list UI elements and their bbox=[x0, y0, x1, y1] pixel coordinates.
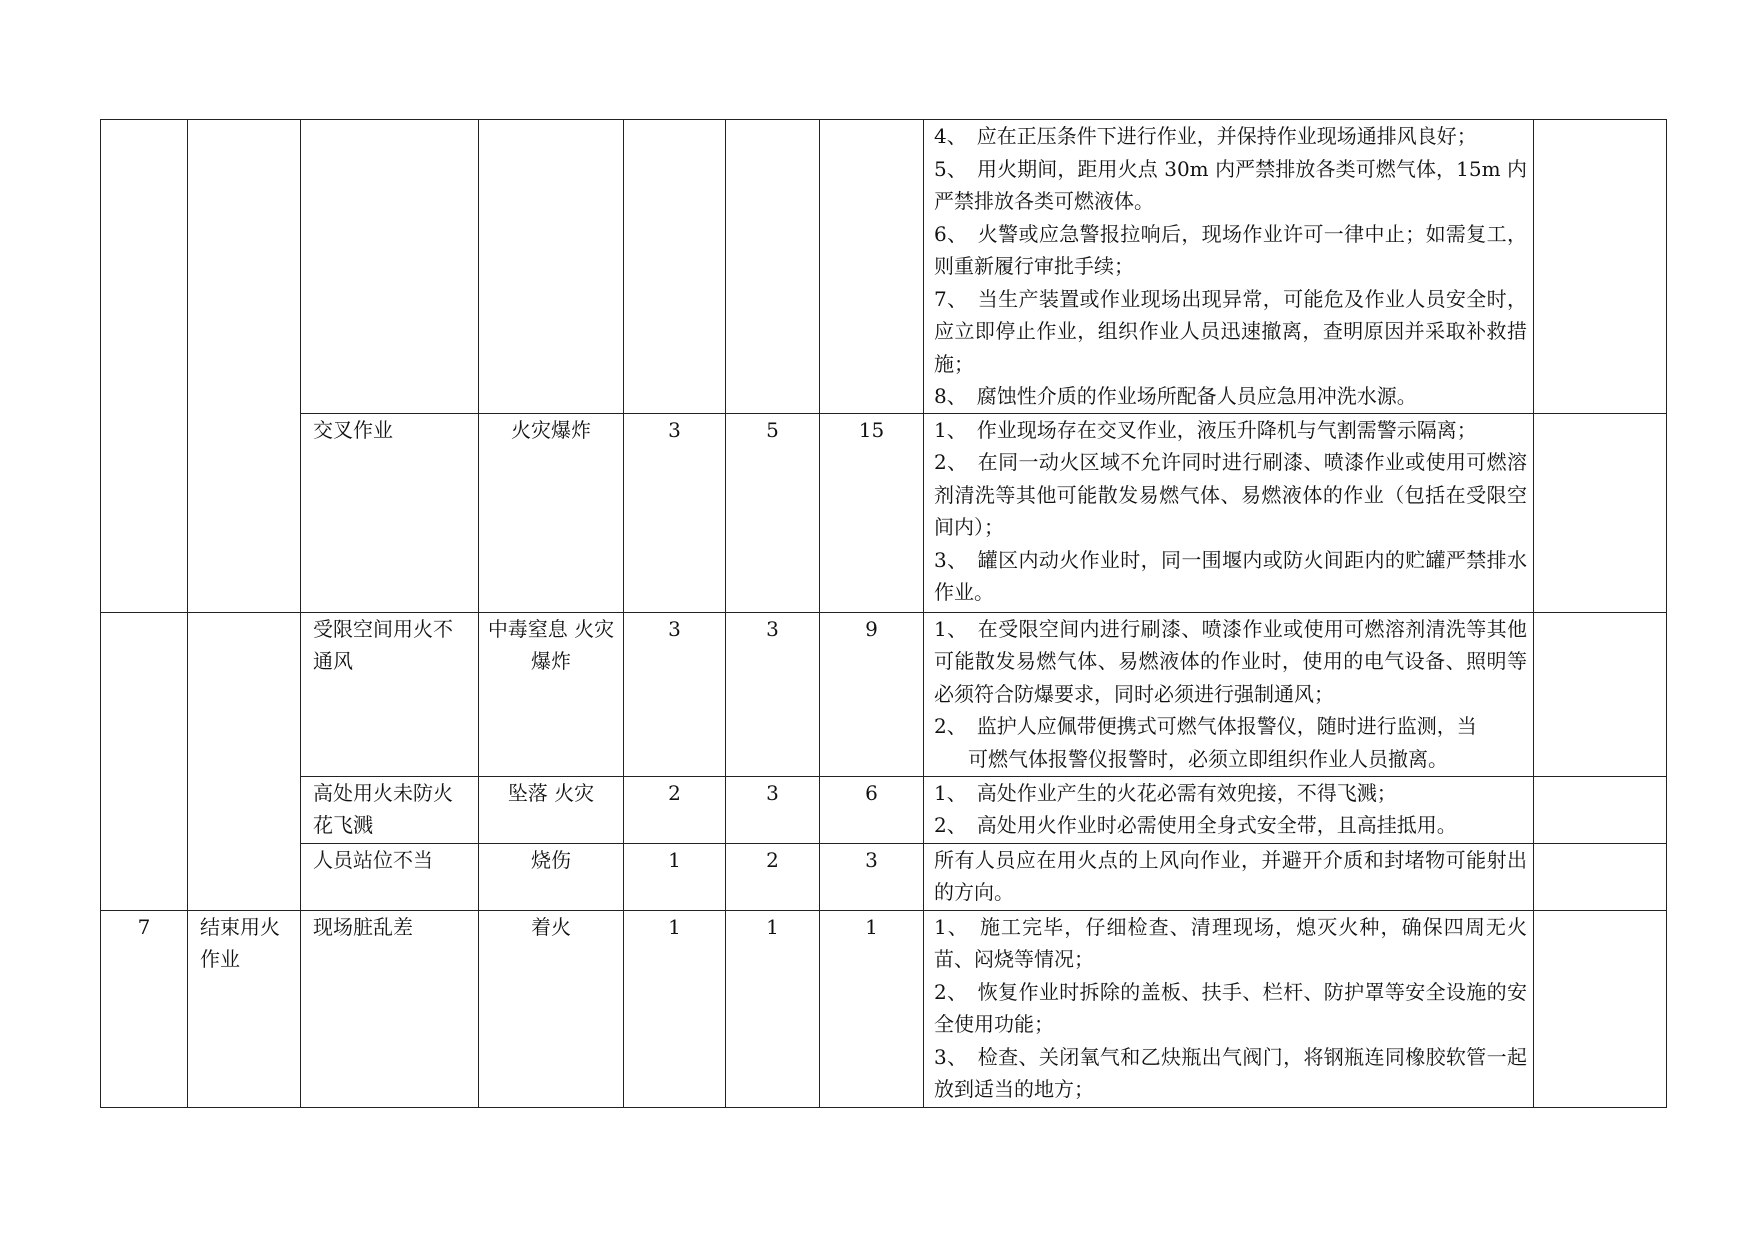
risk-cell: 9 bbox=[820, 612, 924, 776]
hazard-cell: 交叉作业 bbox=[301, 413, 479, 612]
measure-item: 2、 在同一动火区域不允许同时进行刷漆、喷漆作业或使用可燃溶剂清洗等其他可能散发易燃气体、易燃液体的作业（包括在受限空间内）； bbox=[934, 450, 1527, 539]
seq-cell: 7 bbox=[101, 910, 188, 1107]
measures-cell bbox=[924, 843, 1534, 910]
risk-cell: 15 bbox=[820, 413, 924, 612]
remarks-cell bbox=[1534, 612, 1667, 776]
hazard-cell: 现场脏乱差 bbox=[301, 910, 479, 1107]
measure-item: 7、 当生产装置或作业现场出现异常，可能危及作业人员安全时，应立即停止作业，组织作业人员迅速撤离，查明原因并采取补救措施； bbox=[934, 286, 1527, 376]
remarks-cell bbox=[1534, 413, 1667, 612]
severity-cell: 2 bbox=[726, 843, 820, 910]
table-row bbox=[101, 612, 1667, 776]
hazard-cell: 高处用火未防火花飞溅 bbox=[301, 776, 479, 843]
measures-cell bbox=[924, 612, 1534, 776]
risk-cell bbox=[820, 120, 924, 414]
remarks-cell bbox=[1534, 910, 1667, 1107]
table-row bbox=[101, 120, 1667, 414]
measure-item: 2、 高处用火作业时必需使用全身式安全带，且高挂抵用。 bbox=[934, 813, 1457, 837]
severity-cell: 1 bbox=[726, 910, 820, 1107]
table-row bbox=[101, 910, 1667, 1107]
measures-cell bbox=[924, 120, 1534, 414]
hazard-cell: 人员站位不当 bbox=[301, 843, 479, 910]
hazard-cell bbox=[301, 120, 479, 414]
consequence-cell: 火灾爆炸 bbox=[479, 413, 624, 612]
hazard-assessment-table bbox=[100, 119, 1667, 1108]
measure-item: 3、 罐区内动火作业时，同一围堰内或防火间距内的贮罐严禁排水作业。 bbox=[934, 547, 1527, 604]
measure-item: 4、 应在正压条件下进行作业，并保持作业现场通排风良好； bbox=[934, 124, 1477, 148]
severity-cell: 3 bbox=[726, 776, 820, 843]
remarks-cell bbox=[1534, 776, 1667, 843]
likelihood-cell: 3 bbox=[624, 612, 726, 776]
measure-item: 2、 监护人应佩带便携式可燃气体报警仪，随时进行监测，当 bbox=[934, 714, 1477, 738]
measure-item: 可燃气体报警仪报警时，必须立即组织作业人员撤离。 bbox=[968, 746, 1448, 771]
severity-cell: 5 bbox=[726, 413, 820, 612]
measure-item: 5、 用火期间，距用火点 30m 内严禁排放各类可燃气体，15m 内严禁排放各类可燃液体。 bbox=[934, 156, 1527, 213]
likelihood-cell: 2 bbox=[624, 776, 726, 843]
risk-cell: 6 bbox=[820, 776, 924, 843]
measure-item: 1、 施工完毕，仔细检查、清理现场，熄灭火种，确保四周无火苗、闷烧等情况； bbox=[934, 914, 1527, 971]
measures-cell bbox=[924, 776, 1534, 843]
remarks-cell bbox=[1534, 120, 1667, 414]
measure-item: 1、 在受限空间内进行刷漆、喷漆作业或使用可燃溶剂清洗等其他可能散发易燃气体、易燃液体的作业时，使用的电气设备、照明等必须符合防爆要求，同时必须进行强制通风； bbox=[934, 616, 1527, 706]
consequence-cell: 烧伤 bbox=[479, 843, 624, 910]
consequence-cell bbox=[479, 120, 624, 414]
measures-cell bbox=[924, 910, 1534, 1107]
measure-item: 3、 检查、关闭氧气和乙炔瓶出气阀门，将钢瓶连同橡胶软管一起放到适当的地方； bbox=[934, 1044, 1527, 1101]
consequence-cell: 坠落 火灾 bbox=[479, 776, 624, 843]
remarks-cell bbox=[1534, 843, 1667, 910]
severity-cell: 3 bbox=[726, 612, 820, 776]
step-cell: 结束用火作业 bbox=[188, 910, 301, 1107]
risk-cell: 1 bbox=[820, 910, 924, 1107]
measure-item: 所有人员应在用火点的上风向作业，并避开介质和封堵物可能射出的方向。 bbox=[934, 847, 1527, 904]
seq-cell bbox=[101, 120, 188, 613]
consequence-cell: 中毒窒息 火灾爆炸 bbox=[479, 612, 624, 776]
step-cell bbox=[188, 612, 301, 910]
measure-item: 6、 火警或应急警报拉响后，现场作业许可一律中止；如需复工，则重新履行审批手续； bbox=[934, 221, 1527, 278]
table-row bbox=[101, 776, 1667, 843]
likelihood-cell: 3 bbox=[624, 413, 726, 612]
measure-item: 2、 恢复作业时拆除的盖板、扶手、栏杆、防护罩等安全设施的安全使用功能； bbox=[934, 979, 1527, 1036]
likelihood-cell bbox=[624, 120, 726, 414]
severity-cell bbox=[726, 120, 820, 414]
consequence-cell: 着火 bbox=[479, 910, 624, 1107]
measure-item: 8、 腐蚀性介质的作业场所配备人员应急用冲洗水源。 bbox=[934, 384, 1417, 408]
measure-item: 1、 高处作业产生的火花必需有效兜接，不得飞溅； bbox=[934, 780, 1397, 805]
measure-item: 1、 作业现场存在交叉作业，液压升降机与气割需警示隔离； bbox=[934, 417, 1477, 442]
risk-cell: 3 bbox=[820, 843, 924, 910]
table-row bbox=[101, 413, 1667, 612]
seq-cell bbox=[101, 612, 188, 910]
hazard-cell: 受限空间用火不通风 bbox=[301, 612, 479, 776]
table-row bbox=[101, 843, 1667, 910]
step-cell bbox=[188, 120, 301, 613]
likelihood-cell: 1 bbox=[624, 843, 726, 910]
measures-cell bbox=[924, 413, 1534, 612]
likelihood-cell: 1 bbox=[624, 910, 726, 1107]
